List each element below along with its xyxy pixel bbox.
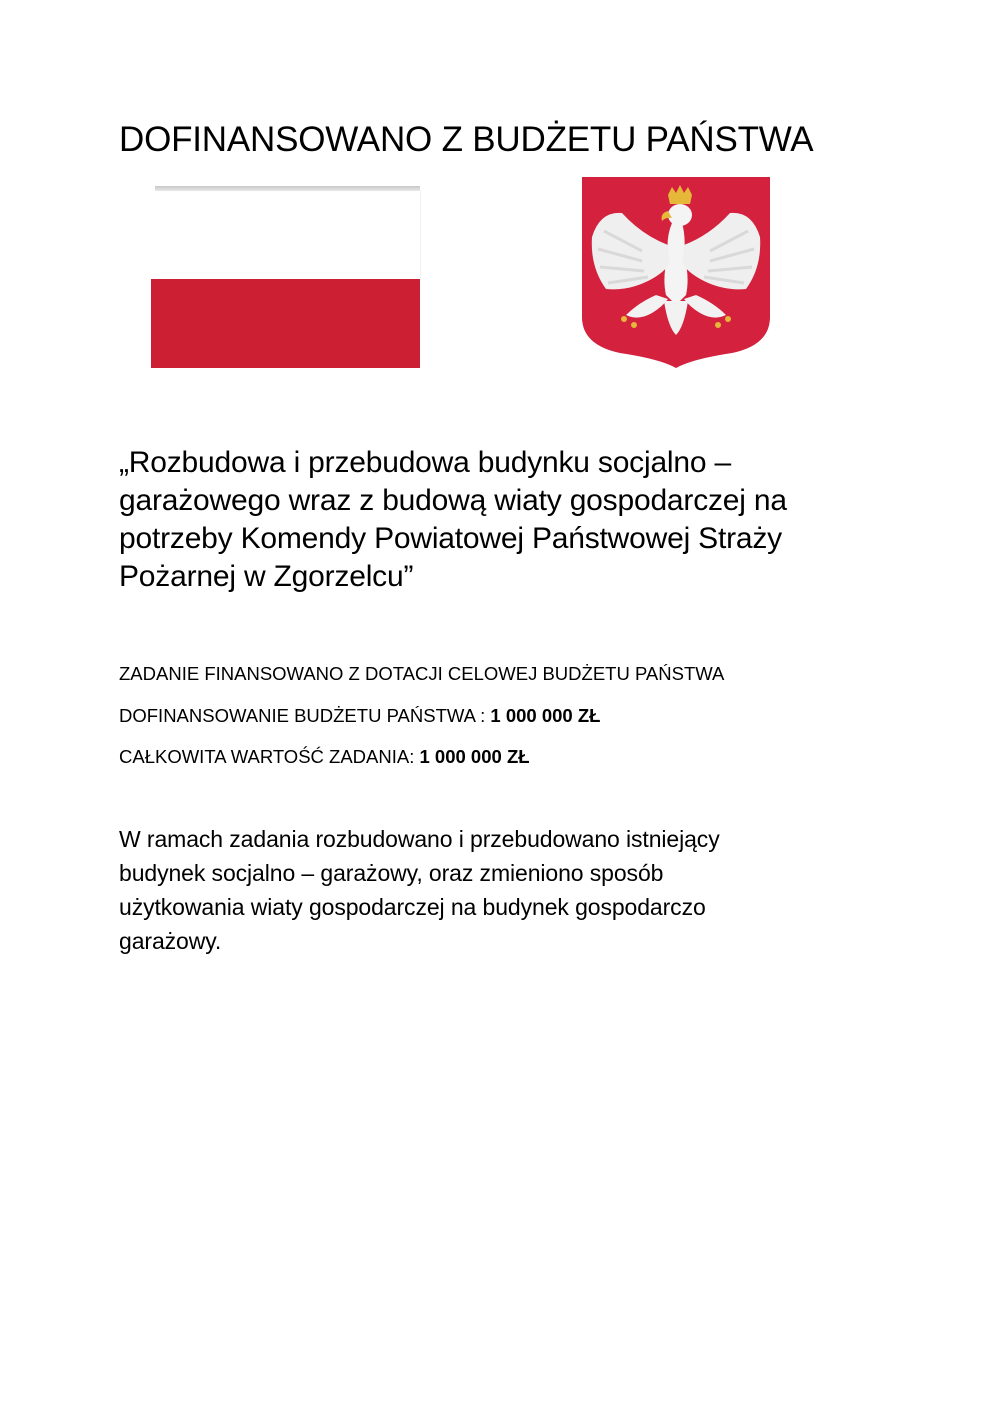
- project-title-line: potrzeby Komendy Powiatowej Państwowej Straży: [119, 522, 782, 555]
- description-paragraph: [119, 822, 899, 958]
- flag-red-stripe: [151, 279, 420, 368]
- polish-flag-icon: [151, 186, 420, 368]
- coat-of-arms-icon: [582, 177, 770, 368]
- state-cofinancing: [119, 705, 600, 726]
- description-line: budynek socjalno – garażowy, oraz zmieniono sposób: [119, 860, 664, 886]
- total-value-amount: 1 000 000 ZŁ: [419, 746, 530, 767]
- description-line: garażowy.: [119, 928, 222, 954]
- description-line: użytkowania wiaty gospodarczej na budynek gospodarczo: [119, 894, 706, 920]
- flag-white-stripe: [151, 191, 421, 279]
- funding-source: ZADANIE FINANSOWANO Z DOTACJI CELOWEJ BUDŻETU PAŃSTWA: [119, 663, 725, 684]
- project-title-line: „Rozbudowa i przebudowa budynku socjalno –: [119, 446, 731, 479]
- total-value-label: CAŁKOWITA WARTOŚĆ ZADANIA:: [119, 746, 420, 767]
- project-title-line: Pożarnej w Zgorzelcu”: [119, 560, 414, 593]
- project-title: [119, 444, 899, 596]
- project-title-line: garażowego wraz z budową wiaty gospodarczej na: [119, 484, 787, 517]
- description-line: W ramach zadania rozbudowano i przebudowano istniejący: [119, 826, 720, 852]
- page-title: DOFINANSOWANO Z BUDŻETU PAŃSTWA: [119, 120, 814, 159]
- total-value: [119, 746, 530, 767]
- state-cofinancing-value: 1 000 000 ZŁ: [490, 705, 601, 726]
- eagle-emblem-svg: [582, 177, 770, 368]
- state-cofinancing-label: DOFINANSOWANIE BUDŻETU PAŃSTWA :: [119, 705, 491, 726]
